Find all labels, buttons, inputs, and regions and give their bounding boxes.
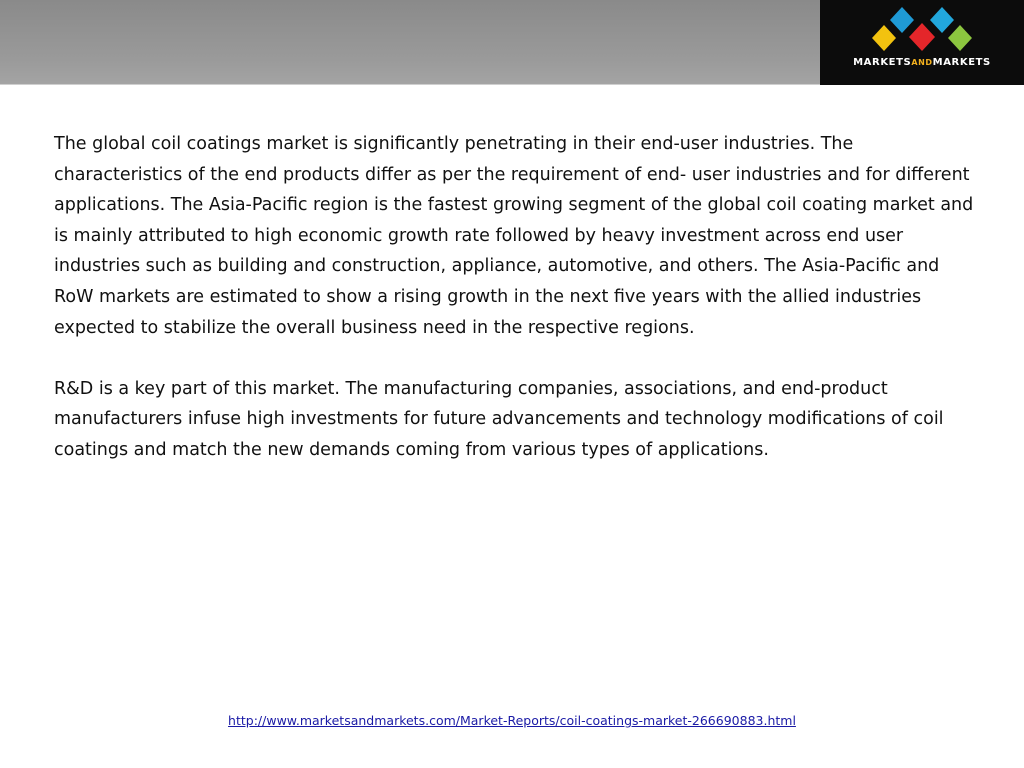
logo-diamond-center: [909, 23, 935, 51]
company-logo: [820, 0, 1024, 85]
logo-wordmark: [820, 57, 1024, 68]
paragraph-market-overview: The global coil coatings market is significantly penetrating in their end-user industries. The characteristics of the end products differ as per the requirement of end- user industries and for different applications. The Asia-Pacific region is the fastest growing segment of the global coil coating market and is mainly attributed to high economic growth rate followed by heavy investment across end user industries such as building and construction, appliance, automotive, and others. The Asia-Pacific and RoW markets are estimated to show a rising growth in the next five years with the allied industries expected to stabilize the overall business need in the respective regions.: [54, 134, 974, 338]
logo-diamond-right: [948, 25, 972, 51]
logo-word-markets-2: MARKETS: [932, 57, 991, 68]
logo-diamond-left: [872, 25, 896, 51]
logo-word-and: AND: [911, 58, 933, 67]
markets-and-markets-diamond-logo-icon: [870, 5, 974, 53]
logo-word-markets-1: MARKETS: [853, 57, 912, 68]
source-report-link[interactable]: http://www.marketsandmarkets.com/Market-Reports/coil-coatings-market-266690883.html: [228, 713, 796, 728]
paragraph-rnd: R&D is a key part of this market. The manufacturing companies, associations, and end-product manufacturers infuse high investments for future advancements and technology modifications of coil coatings and match the new demands coming from various types of applications.: [54, 378, 944, 460]
logo-diamond-top-left: [890, 7, 914, 33]
logo-diamond-top-right: [930, 7, 954, 33]
main-content: [54, 129, 984, 466]
